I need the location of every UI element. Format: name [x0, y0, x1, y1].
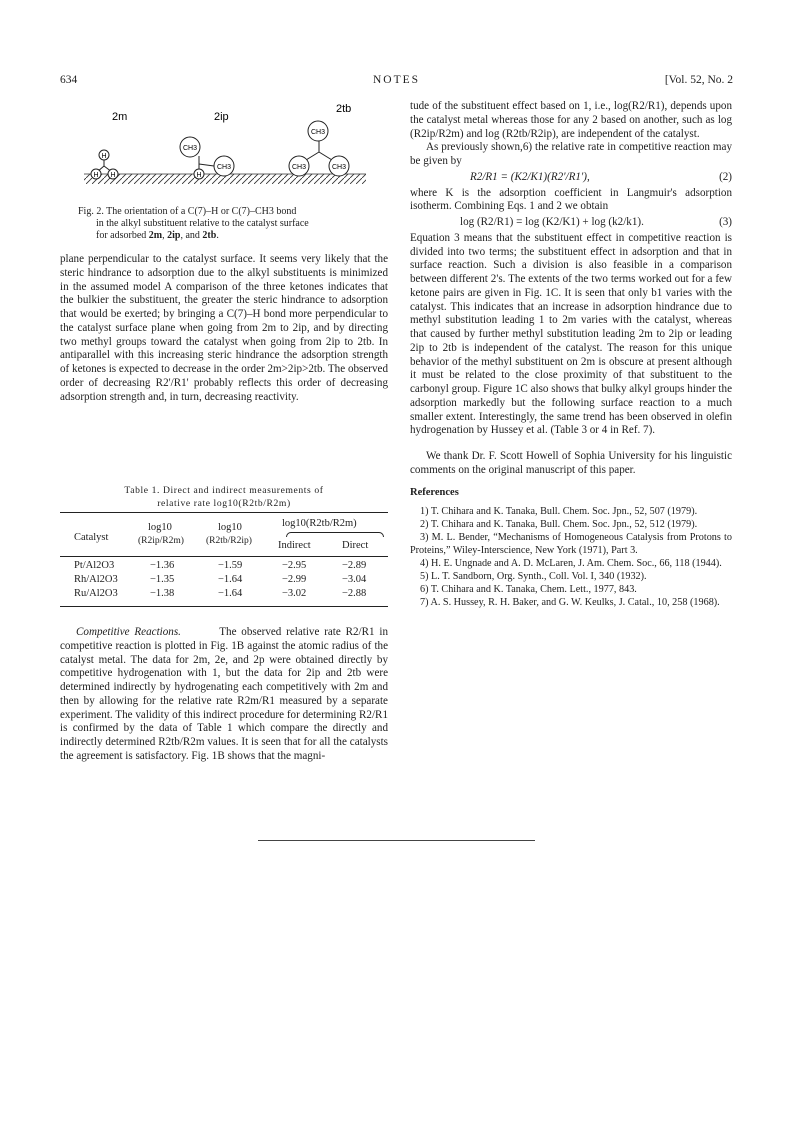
references-list [410, 505, 732, 609]
reference-item: 6) T. Chihara and K. Tanaka, Chem. Lett., 1977, 843. [420, 584, 637, 596]
row-value: −3.02 [282, 588, 307, 599]
svg-text:H: H [101, 153, 107, 160]
label-2tb: 2tb [336, 103, 352, 115]
equation-2: R2/R1 = (K2/K1)(R2'/R1'), (2) [470, 170, 732, 183]
reference-item: 7) A. S. Hussey, R. H. Baker, and G. W. Keulks, J. Catal., 10, 258 (1968). [420, 597, 720, 609]
col-header-log1: log10 [148, 522, 172, 533]
row-value: −1.35 [150, 574, 175, 585]
page-header [60, 74, 733, 90]
page-number: 634 [60, 74, 78, 86]
references-heading: References [410, 486, 459, 498]
row-catalyst: Ru/Al2O3 [74, 588, 118, 599]
col-header-catalyst: Catalyst [74, 532, 109, 543]
atom-h-2m-left [91, 169, 101, 179]
row-catalyst: Pt/Al2O3 [74, 560, 115, 571]
table-title: Table 1. Direct and indirect measurements of relative rate log10(R2tb/R2m) [124, 485, 324, 509]
svg-text:H: H [196, 172, 202, 179]
col-header-indirect: Indirect [278, 540, 311, 551]
col-header-log2-arg: (R2tb/R2ip) [206, 536, 252, 546]
svg-text:CH3: CH3 [216, 164, 232, 171]
row-value: −3.04 [342, 574, 367, 585]
svg-text:CH3: CH3 [182, 145, 198, 152]
row-catalyst: Rh/Al2O3 [74, 574, 118, 585]
svg-text:CH3: CH3 [331, 164, 347, 171]
row-value: −1.36 [150, 560, 175, 571]
end-rule [258, 840, 535, 841]
svg-text:CH3: CH3 [310, 129, 326, 136]
svg-text:H: H [93, 172, 99, 179]
atom-ch3-2ip-right [214, 156, 234, 176]
row-value: −1.59 [218, 560, 243, 571]
section-subheading: Competitive Reactions. [76, 626, 181, 638]
section-title: NOTES [372, 74, 421, 86]
row-value: −2.95 [282, 560, 307, 571]
reference-item: 5) L. T. Sandborn, Org. Synth., Coll. Vol. I, 340 (1932). [420, 571, 647, 583]
atom-ch3-2tb-left [289, 156, 309, 176]
row-value: −2.99 [282, 574, 307, 585]
label-2ip: 2ip [214, 111, 229, 123]
col-header-direct: Direct [342, 540, 369, 551]
reference-item: 4) H. E. Ungnade and A. D. McLaren, J. Am. Chem. Soc., 66, 118 (1944). [420, 558, 722, 570]
reference-item: 2) T. Chihara and K. Tanaka, Bull. Chem. Soc. Jpn., 52, 512 (1979). [420, 519, 698, 531]
acknowledgement: We thank Dr. F. Scott Howell of Sophia University for his linguistic comments on the original manuscript of this paper. [410, 450, 732, 476]
atom-h-2m-top [99, 150, 109, 160]
body-paragraph: plane perpendicular to the catalyst surface. It seems very likely that the steric hindrance to adsorption due to the alkyl substituents is minimized in the assumed model A comparison of the three ketones indicates that the bulkier the substituent, the greater the steric hindrance to adsorption that would be exerted; by bringing a C(7)–H bond more perpendicular to the catalyst surface plane when going from 2m to 2ip, and by directing two methyl groups toward the catalyst when going from 2ip to 2tb. In antiparallel with this increasing steric hindrance the adsorption strength of ketones is expected to decrease in the order 2m>2ip>2tb. The observed order of decreasing R2'/R1' probably reflects this order of decreasing adsorption strength and, in turn, decreasing reactivity. [60, 253, 388, 403]
right-column-text [410, 100, 732, 609]
body-paragraph: The observed relative rate R2/R1 in competitive reaction is plotted in Fig. 1B against the atomic radius of the catalyst metal. The data for 2m, 2e, and 2p were obtained directly by competitive hydrogenation with 1, but the data for 2ip and 2tb were determined indirectly by hydrogenating each competitively with 2m and then by allowing for the relative rate R2m/R1 measured by a separate experiment. The validity of this indirect procedure for determining R2/R1 is confirmed by the data of Table 1 which compare the directly and indirectly determined R2tb/R2m values. It is seen that for all the catalysts the agreement is satisfactory. Fig. 1B shows that the magni- [60, 626, 389, 762]
row-value: −2.89 [342, 560, 367, 571]
row-value: −2.88 [342, 588, 367, 599]
row-value: −1.64 [218, 574, 243, 585]
atom-ch3-2tb-right [329, 156, 349, 176]
atom-ch3-2ip-top [180, 137, 200, 157]
body-paragraph: where K is the adsorption coefficient in Langmuir's adsorption isotherm. Combining Eqs. 1 and 2 we obtain [410, 186, 732, 213]
body-paragraph: tude of the substituent effect based on 1, i.e., log(R2/R1), depends upon the catalyst metal whereas those for any 2 based on another, such as log (R2ip/R2m) and log (R2tb/R2ip), are independent of the catalyst. [410, 100, 732, 140]
reference-item: 1) T. Chihara and K. Tanaka, Bull. Chem. Soc. Jpn., 52, 507 (1979). [420, 506, 698, 518]
figure-2-diagram [74, 100, 374, 202]
atom-h-2ip [194, 169, 204, 179]
svg-text:H: H [110, 172, 116, 179]
row-value: −1.64 [218, 588, 243, 599]
atom-h-2m-right [108, 169, 118, 179]
volume-info: [Vol. 52, No. 2 [664, 74, 733, 86]
svg-text:CH3: CH3 [291, 164, 307, 171]
atom-ch3-2tb-top [308, 121, 328, 141]
body-paragraph: Equation 3 means that the substituent effect in competitive reaction is divided into two terms; the substituent effect in adsorption and that in surface reaction. Such a division is also feasible in a comparison between different 2's. The extents of the two terms worked out for a few ketone pairs are given in Fig. 1C. It is seen that only b1 varies with the catalyst. This indicates that an increase in adsorption hindrance due to methyl substitution leading 1 to 2m varies with the catalyst, whereas that caused by further methyl substitution leading 2m to 2ip or leading 2ip to 2tb is independent of the catalyst. The reason for this unique behavior of the methyl substituent on 2m is obscure at present although it must be related to the close proximity of that substituent to the carbonyl group. Figure 1C also shows that bulky alkyl groups hinder the adsorption markedly but the following surface reaction to a much smaller extent. Interestingly, the same trend has been observed in olefin hydrogenation by Hussey et al. (Table 3 or 4 in Ref. 7). [410, 231, 732, 437]
col-header-log3: log10(R2tb/R2m) [282, 518, 357, 529]
col-header-log2: log10 [218, 522, 242, 533]
label-2m: 2m [112, 111, 128, 123]
left-column-text [60, 253, 388, 404]
body-paragraph: As previously shown,6) the relative rate in competitive reaction may be given by [410, 141, 732, 167]
left-column-text-2 [60, 626, 388, 764]
figure-caption: Fig. 2. The orientation of a C(7)–H or C(7)–CH3 bond in the alkyl substituent relative to the catalyst surface for adsorbed 2m, 2ip, and 2tb. [78, 206, 309, 241]
reference-item: 3) M. L. Bender, “Mechanisms of Homogeneous Catalysis from Protons to Proteins,” Wiley-Interscience, New York (1971), Part 3. [410, 532, 732, 557]
row-value: −1.38 [150, 588, 175, 599]
col-header-log1-arg: (R2ip/R2m) [138, 536, 184, 546]
equation-3: log (R2/R1) = log (K2/K1) + log (k2/k1). (3) [460, 216, 732, 228]
